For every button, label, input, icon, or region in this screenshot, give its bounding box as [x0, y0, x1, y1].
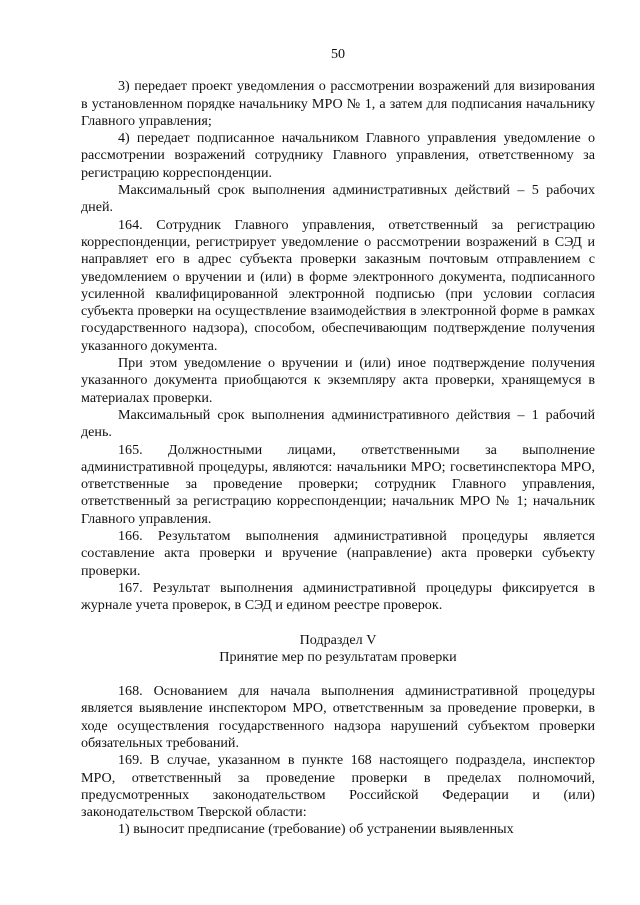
section-spacer	[81, 615, 595, 632]
paragraph-168: 168. Основанием для начала выполнения административной процедуры является выявление инспектором МРО, ответственным за проведение проверки, в ходе осуществления государственного надзора нарушений субъектом проверки обязательных требований.	[81, 683, 595, 751]
paragraph-169: 169. В случае, указанном в пункте 168 настоящего подраздела, инспектор МРО, ответственный за проведение проверки в пределах полномочий, предусмотренных законодательством Российской Федерации и (или) законодательством Тверской области:	[81, 752, 595, 821]
section-spacer	[81, 666, 595, 683]
paragraph-167: 167. Результат выполнения административной процедуры фиксируется в журнале учета проверок, в СЭД и едином реестре проверок.	[81, 579, 595, 614]
paragraph-delivery-confirmation: При этом уведомление о вручении и (или) иное подтверждение получения указанного документа приобщаются к экземпляру акта проверки, хранящемуся в материалах проверки.	[81, 355, 595, 406]
paragraph-165: 165. Должностными лицами, ответственными за выполнение административной процедуры, являются: начальники МРО; госветинспектора МРО, ответственные за проведение проверки; сотрудник Главного управления, ответственный за регистрацию корреспонденции; начальник МРО № 1; начальник Главного управления.	[81, 441, 595, 527]
subsection-title: Принятие мер по результатам проверки	[219, 648, 457, 665]
page-number: 50	[330, 46, 346, 62]
paragraph-max-term-5-days: Максимальный срок выполнения административных действий – 5 рабочих дней.	[81, 182, 595, 216]
paragraph-max-term-1-day: Максимальный срок выполнения административного действия – 1 рабочий день.	[81, 406, 595, 441]
paragraph-164: 164. Сотрудник Главного управления, ответственный за регистрацию корреспонденции, регистрирует уведомление о рассмотрении возражений в СЭД и направляет его в адрес субъекта проверки заказным почтовым отправлением с уведомлением о вручении и (или) в форме электронного документа, подписанного усиленной квалифицированной электронной подписью (при условии согласия субъекта проверки на осуществление взаимодействия в электронной форме в рамках государственного надзора), способом, обеспечивающим подтверждение получения указанного документа.	[81, 216, 595, 354]
subsection-number: Подраздел V	[299, 631, 377, 648]
paragraph-169-item-1: 1) выносит предписание (требование) об устранении выявленных	[118, 821, 514, 838]
paragraph-item-3: 3) передает проект уведомления о рассмотрении возражений для визирования в установленном порядке начальнику МРО № 1, а затем для подписания начальнику Главного управления;	[81, 78, 595, 129]
paragraph-166: 166. Результатом выполнения административной процедуры является составление акта проверки и вручение (направление) акта проверки субъекту проверки.	[81, 528, 595, 579]
document-page	[81, 46, 595, 839]
paragraph-item-4: 4) передает подписанное начальником Главного управления уведомление о рассмотрении возражений сотруднику Главного управления, ответственному за регистрацию корреспонденции.	[81, 130, 595, 181]
